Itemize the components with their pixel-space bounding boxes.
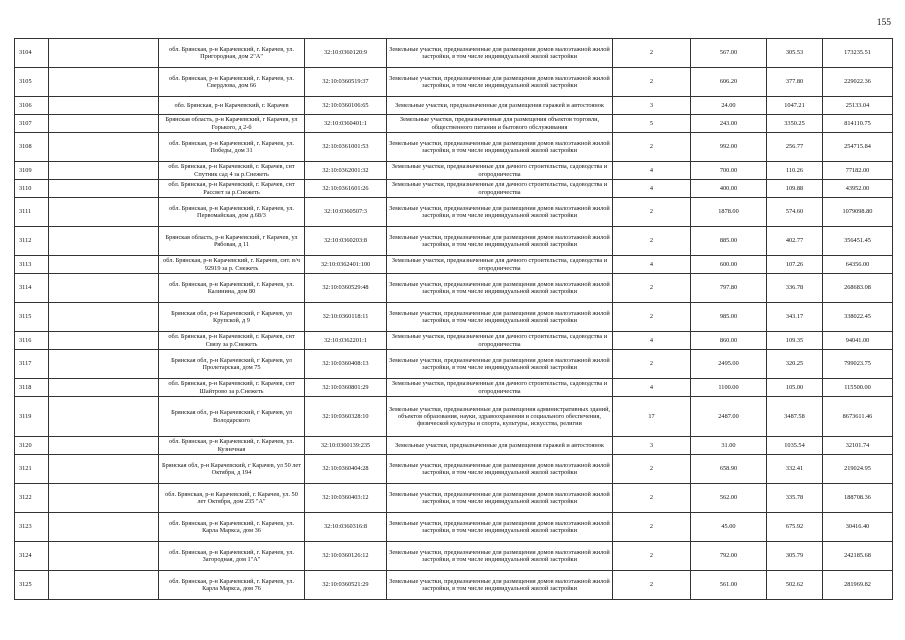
area-cell: 1100.00 — [691, 379, 767, 397]
area-cell: 2487.00 — [691, 397, 767, 437]
cadastral-value-cell: 25133.04 — [823, 97, 893, 115]
area-cell: 700.00 — [691, 162, 767, 180]
address-cell: Брянская обл, р-н Карачевский, г Карачев, ул Володарского — [159, 397, 305, 437]
page-number: 155 — [876, 18, 891, 28]
land-use-cell: Земельные участки, предназначенные для размещения домов малоэтажной жилой застройки, в том числе индивидуальной жилой застройки — [387, 198, 613, 227]
address-cell: обл. Брянская, р-н Карачевский, г. Карачев, ул. Пригородная, дом 2"А" — [159, 39, 305, 68]
area-cell: 600.00 — [691, 256, 767, 274]
address-cell: обл. Брянская, р-н Карачевский, г. Карачев, снт Связу за р.Снежеть — [159, 332, 305, 350]
empty-cell — [49, 332, 159, 350]
empty-cell — [49, 180, 159, 198]
land-use-cell: Земельные участки, предназначенные для дачного строительства, садоводства и огородничества — [387, 256, 613, 274]
empty-cell — [49, 274, 159, 303]
empty-cell — [49, 397, 159, 437]
address-cell: обл. Брянская, р-н Карачевский, г. Карачев, снт Шайтрово за р.Снежеть — [159, 379, 305, 397]
land-use-cell: Земельные участки, предназначенные для размещения домов малоэтажной жилой застройки, в том числе индивидуальной жилой застройки — [387, 484, 613, 513]
address-cell: обл. Брянская, р-н Карачевский, г. Карачев, ул. Карла Маркса, дом 36 — [159, 513, 305, 542]
specific-value-cell: 305.79 — [767, 542, 823, 571]
cadastral-value-cell: 115500.00 — [823, 379, 893, 397]
cadastral-value-cell: 188708.36 — [823, 484, 893, 513]
specific-value-cell: 1035.54 — [767, 437, 823, 455]
land-use-cell: Земельные участки, предназначенные для размещения домов малоэтажной жилой застройки, в том числе индивидуальной жилой застройки — [387, 68, 613, 97]
cadastral-value-cell: 94041.00 — [823, 332, 893, 350]
group-cell: 2 — [613, 542, 691, 571]
empty-cell — [49, 133, 159, 162]
table-row — [15, 97, 893, 115]
empty-cell — [49, 379, 159, 397]
group-cell: 2 — [613, 227, 691, 256]
specific-value-cell: 335.78 — [767, 484, 823, 513]
area-cell: 658.90 — [691, 455, 767, 484]
area-cell: 860.00 — [691, 332, 767, 350]
group-cell: 17 — [613, 397, 691, 437]
table-row — [15, 274, 893, 303]
cadastral-value-cell: 229022.36 — [823, 68, 893, 97]
empty-cell — [49, 256, 159, 274]
land-use-cell: Земельные участки, предназначенные для размещения домов малоэтажной жилой застройки, в том числе индивидуальной жилой застройки — [387, 303, 613, 332]
group-cell: 4 — [613, 162, 691, 180]
row-number: 3110 — [15, 180, 49, 198]
group-cell: 4 — [613, 256, 691, 274]
empty-cell — [49, 571, 159, 600]
specific-value-cell: 256.77 — [767, 133, 823, 162]
address-cell: обл. Брянская, р-н Карачевский, г. Карачев, снт Рассвет за р.Снежеть — [159, 180, 305, 198]
specific-value-cell: 402.77 — [767, 227, 823, 256]
table-row — [15, 256, 893, 274]
table-row — [15, 133, 893, 162]
empty-cell — [49, 39, 159, 68]
table-row — [15, 437, 893, 455]
land-use-cell: Земельные участки, предназначенные для размещения гаражей и автостоянок — [387, 97, 613, 115]
specific-value-cell: 675.92 — [767, 513, 823, 542]
cadastral-number-cell: 32:10:0360126:12 — [305, 542, 387, 571]
row-number: 3111 — [15, 198, 49, 227]
cadastral-number-cell: 32:10:0361001:53 — [305, 133, 387, 162]
address-cell: обл. Брянская, р-н Карачевский, г. Карачев — [159, 97, 305, 115]
empty-cell — [49, 437, 159, 455]
empty-cell — [49, 484, 159, 513]
cadastral-value-cell: 43952.00 — [823, 180, 893, 198]
table-row — [15, 162, 893, 180]
land-use-cell: Земельные участки, предназначенные для размещения административных зданий, объектов образования, науки, здравоохранения и социального обеспечения, физической культуры и спорта, культуры, искусства, религии — [387, 397, 613, 437]
table-row — [15, 484, 893, 513]
cadastral-number-cell: 32:10:0362201:1 — [305, 332, 387, 350]
land-use-cell: Земельные участки, предназначенные для размещения домов малоэтажной жилой застройки, в том числе индивидуальной жилой застройки — [387, 133, 613, 162]
land-use-cell: Земельные участки, предназначенные для размещения домов малоэтажной жилой застройки, в том числе индивидуальной жилой застройки — [387, 513, 613, 542]
table-row — [15, 332, 893, 350]
specific-value-cell: 377.80 — [767, 68, 823, 97]
row-number: 3109 — [15, 162, 49, 180]
group-cell: 2 — [613, 571, 691, 600]
area-cell: 45.00 — [691, 513, 767, 542]
specific-value-cell: 332.41 — [767, 455, 823, 484]
area-cell: 792.00 — [691, 542, 767, 571]
table-row — [15, 513, 893, 542]
group-cell: 2 — [613, 303, 691, 332]
row-number: 3106 — [15, 97, 49, 115]
empty-cell — [49, 68, 159, 97]
specific-value-cell: 105.00 — [767, 379, 823, 397]
cadastral-value-cell: 254715.84 — [823, 133, 893, 162]
cadastral-number-cell: 32:10:0362401:100 — [305, 256, 387, 274]
row-number: 3121 — [15, 455, 49, 484]
address-cell: обл. Брянская, р-н Карачевский, г. Карачев, ул. Загородная, дом 1"А" — [159, 542, 305, 571]
empty-cell — [49, 97, 159, 115]
row-number: 3125 — [15, 571, 49, 600]
cadastral-number-cell: 32:10:0361601:26 — [305, 180, 387, 198]
land-use-cell: Земельные участки, предназначенные для размещения домов малоэтажной жилой застройки, в том числе индивидуальной жилой застройки — [387, 542, 613, 571]
table-row — [15, 39, 893, 68]
land-use-cell: Земельные участки, предназначенные для размещения объектов торговли, общественного питания и бытового обслуживания — [387, 115, 613, 133]
address-cell: Брянская обл, р-н Карачевский, г Карачев, ул 50 лет Октября, д 194 — [159, 455, 305, 484]
cadastral-value-cell: 356451.45 — [823, 227, 893, 256]
group-cell: 4 — [613, 180, 691, 198]
cadastral-number-cell: 32:10:0360120:9 — [305, 39, 387, 68]
empty-cell — [49, 513, 159, 542]
table-row — [15, 227, 893, 256]
address-cell: Брянская обл, р-н Карачевский, г Карачев, ул Пролетарская, дом 75 — [159, 350, 305, 379]
row-number: 3118 — [15, 379, 49, 397]
cadastral-number-cell: 32:10:0360328:10 — [305, 397, 387, 437]
land-use-cell: Земельные участки, предназначенные для размещения домов малоэтажной жилой застройки, в том числе индивидуальной жилой застройки — [387, 455, 613, 484]
land-use-cell: Земельные участки, предназначенные для размещения домов малоэтажной жилой застройки, в том числе индивидуальной жилой застройки — [387, 350, 613, 379]
empty-cell — [49, 198, 159, 227]
cadastral-value-cell: 30416.40 — [823, 513, 893, 542]
specific-value-cell: 107.26 — [767, 256, 823, 274]
cadastral-value-cell: 268683.08 — [823, 274, 893, 303]
cadastral-number-cell: 32:10:0360106:65 — [305, 97, 387, 115]
address-cell: обл. Брянская, р-н Карачевский, г. Карачев, ул. Первомайская, дом д.68/3 — [159, 198, 305, 227]
empty-cell — [49, 303, 159, 332]
specific-value-cell: 3487.58 — [767, 397, 823, 437]
specific-value-cell: 109.88 — [767, 180, 823, 198]
area-cell: 562.00 — [691, 484, 767, 513]
group-cell: 2 — [613, 198, 691, 227]
group-cell: 2 — [613, 133, 691, 162]
group-cell: 2 — [613, 484, 691, 513]
cadastral-value-cell: 799023.75 — [823, 350, 893, 379]
area-cell: 797.80 — [691, 274, 767, 303]
row-number: 3117 — [15, 350, 49, 379]
address-cell: обл. Брянская, р-н Карачевский, г. Карачев, ул. 50 лет Октября, дом 235 "А" — [159, 484, 305, 513]
cadastral-value-cell: 32101.74 — [823, 437, 893, 455]
address-cell: обл. Брянская, р-н Карачевский, г. Карачев, ул. Калинина, дом 80 — [159, 274, 305, 303]
specific-value-cell: 3350.25 — [767, 115, 823, 133]
land-use-cell: Земельные участки, предназначенные для дачного строительства, садоводства и огородничества — [387, 379, 613, 397]
cadastral-number-cell: 32:10:0362001:32 — [305, 162, 387, 180]
row-number: 3120 — [15, 437, 49, 455]
specific-value-cell: 502.62 — [767, 571, 823, 600]
land-use-cell: Земельные участки, предназначенные для размещения домов малоэтажной жилой застройки, в том числе индивидуальной жилой застройки — [387, 571, 613, 600]
group-cell: 3 — [613, 97, 691, 115]
table-row — [15, 68, 893, 97]
address-cell: Брянская обл, р-н Карачевский, г Карачев, ул Крупской, д 9 — [159, 303, 305, 332]
group-cell: 4 — [613, 332, 691, 350]
cadastral-number-cell: 32:10:0360507:3 — [305, 198, 387, 227]
table-row — [15, 542, 893, 571]
table-row — [15, 303, 893, 332]
cadastral-number-cell: 32:10:0360519:37 — [305, 68, 387, 97]
land-use-cell: Земельные участки, предназначенные для размещения домов малоэтажной жилой застройки, в том числе индивидуальной жилой застройки — [387, 274, 613, 303]
address-cell: обл. Брянская, р-н Карачевский, г. Карачев, ул. Карла Маркса, дом 76 — [159, 571, 305, 600]
group-cell: 4 — [613, 379, 691, 397]
row-number: 3114 — [15, 274, 49, 303]
cadastral-value-cell: 242185.68 — [823, 542, 893, 571]
row-number: 3104 — [15, 39, 49, 68]
cadastral-value-cell: 338022.45 — [823, 303, 893, 332]
cadastral-number-cell: 32:10:0360404:28 — [305, 455, 387, 484]
specific-value-cell: 305.53 — [767, 39, 823, 68]
address-cell: обл. Брянская, р-н Карачевский, г. Карачев, ул. Победы, дом 31 — [159, 133, 305, 162]
area-cell: 606.20 — [691, 68, 767, 97]
group-cell: 2 — [613, 350, 691, 379]
area-cell: 567.00 — [691, 39, 767, 68]
cadastral-number-cell: 32:10:0360521:29 — [305, 571, 387, 600]
area-cell: 2495.00 — [691, 350, 767, 379]
row-number: 3113 — [15, 256, 49, 274]
empty-cell — [49, 115, 159, 133]
cadastral-value-cell: 8673611.46 — [823, 397, 893, 437]
table-row — [15, 198, 893, 227]
table-row — [15, 571, 893, 600]
specific-value-cell: 343.17 — [767, 303, 823, 332]
row-number: 3116 — [15, 332, 49, 350]
area-cell: 400.00 — [691, 180, 767, 198]
group-cell: 2 — [613, 274, 691, 303]
cadastral-number-cell: 32:10:0360403:12 — [305, 484, 387, 513]
row-number: 3123 — [15, 513, 49, 542]
empty-cell — [49, 542, 159, 571]
table-row — [15, 379, 893, 397]
specific-value-cell: 109.35 — [767, 332, 823, 350]
cadastral-value-table — [14, 38, 893, 600]
row-number: 3124 — [15, 542, 49, 571]
specific-value-cell: 110.26 — [767, 162, 823, 180]
row-number: 3105 — [15, 68, 49, 97]
cadastral-value-cell: 1079098.80 — [823, 198, 893, 227]
specific-value-cell: 574.60 — [767, 198, 823, 227]
cadastral-value-cell: 219024.95 — [823, 455, 893, 484]
table-row — [15, 180, 893, 198]
group-cell: 5 — [613, 115, 691, 133]
land-use-cell: Земельные участки, предназначенные для дачного строительства, садоводства и огородничества — [387, 162, 613, 180]
empty-cell — [49, 350, 159, 379]
row-number: 3122 — [15, 484, 49, 513]
row-number: 3108 — [15, 133, 49, 162]
address-cell: обл. Брянская, р-н Карачевский, г. Карачев, снт. в/ч 92919 за р. Снежеть — [159, 256, 305, 274]
area-cell: 985.00 — [691, 303, 767, 332]
land-use-cell: Земельные участки, предназначенные для размещения гаражей и автостоянок — [387, 437, 613, 455]
cadastral-number-cell: 32:10:0360139:235 — [305, 437, 387, 455]
area-cell: 24.00 — [691, 97, 767, 115]
address-cell: Брянская область, р-н Карачевский, г Карачев, ул Горького, д 2-б — [159, 115, 305, 133]
empty-cell — [49, 227, 159, 256]
specific-value-cell: 320.25 — [767, 350, 823, 379]
empty-cell — [49, 162, 159, 180]
specific-value-cell: 336.78 — [767, 274, 823, 303]
land-use-cell: Земельные участки, предназначенные для дачного строительства, садоводства и огородничества — [387, 180, 613, 198]
table-row — [15, 350, 893, 379]
area-cell: 1878.00 — [691, 198, 767, 227]
land-use-cell: Земельные участки, предназначенные для размещения домов малоэтажной жилой застройки, в том числе индивидуальной жилой застройки — [387, 227, 613, 256]
land-use-cell: Земельные участки, предназначенные для размещения домов малоэтажной жилой застройки, в том числе индивидуальной жилой застройки — [387, 39, 613, 68]
table-row — [15, 115, 893, 133]
table-row — [15, 455, 893, 484]
cadastral-value-cell: 77182.00 — [823, 162, 893, 180]
address-cell: обл. Брянская, р-н Карачевский, г. Карачев, ул. Кузнечная — [159, 437, 305, 455]
address-cell: Брянская область, р-н Карачевский, г Карачев, ул Рябовая, д 11 — [159, 227, 305, 256]
cadastral-value-cell: 814110.75 — [823, 115, 893, 133]
cadastral-number-cell: 32:10:0360203:8 — [305, 227, 387, 256]
area-cell: 885.00 — [691, 227, 767, 256]
area-cell: 561.00 — [691, 571, 767, 600]
land-use-cell: Земельные участки, предназначенные для дачного строительства, садоводства и огородничества — [387, 332, 613, 350]
cadastral-number-cell: 32:10:0360408:13 — [305, 350, 387, 379]
group-cell: 3 — [613, 437, 691, 455]
cadastral-value-cell: 64356.00 — [823, 256, 893, 274]
row-number: 3115 — [15, 303, 49, 332]
area-cell: 992.00 — [691, 133, 767, 162]
area-cell: 243.00 — [691, 115, 767, 133]
table-row — [15, 397, 893, 437]
cadastral-value-cell: 173235.51 — [823, 39, 893, 68]
cadastral-number-cell: 32:10:0360529:48 — [305, 274, 387, 303]
cadastral-number-cell: 32:10:0360118:11 — [305, 303, 387, 332]
specific-value-cell: 1047.21 — [767, 97, 823, 115]
cadastral-value-cell: 281969.82 — [823, 571, 893, 600]
group-cell: 2 — [613, 455, 691, 484]
area-cell: 31.00 — [691, 437, 767, 455]
address-cell: обл. Брянская, р-н Карачевский, г. Карачев, ул. Свердлова, дом 66 — [159, 68, 305, 97]
cadastral-number-cell: 32:10:0360801:29 — [305, 379, 387, 397]
cadastral-number-cell: 32:10:0360401:1 — [305, 115, 387, 133]
address-cell: обл. Брянская, р-н Карачевский, г. Карачев, снт Спутник сад 4 за р.Снежеть — [159, 162, 305, 180]
cadastral-number-cell: 32:10:0360316:8 — [305, 513, 387, 542]
row-number: 3119 — [15, 397, 49, 437]
group-cell: 2 — [613, 513, 691, 542]
row-number: 3107 — [15, 115, 49, 133]
empty-cell — [49, 455, 159, 484]
group-cell: 2 — [613, 68, 691, 97]
group-cell: 2 — [613, 39, 691, 68]
row-number: 3112 — [15, 227, 49, 256]
